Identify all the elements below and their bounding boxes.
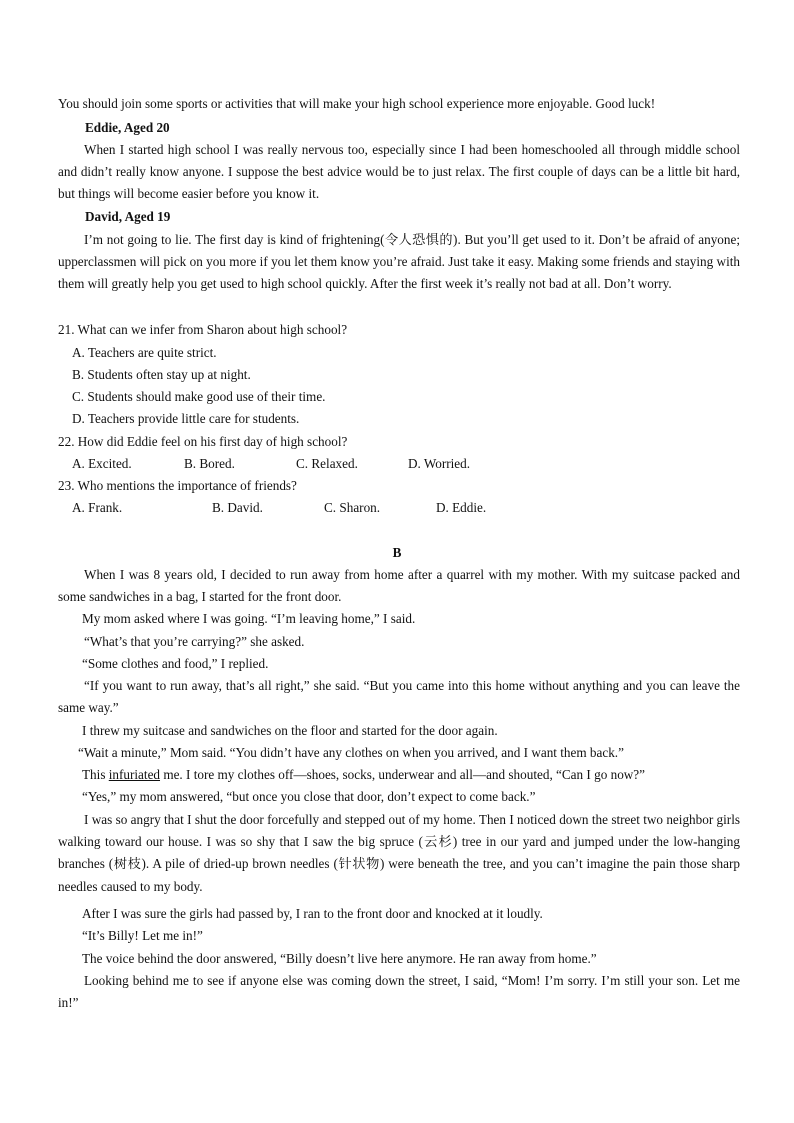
question-21-option-d: D. Teachers provide little care for students. [72, 411, 300, 426]
david-heading: David, Aged 19 [85, 209, 171, 224]
story-paragraph-8 [82, 764, 645, 786]
story-paragraph-13: The voice behind the door answered, “Billy doesn’t live here anymore. He ran away from home.” [82, 951, 597, 966]
story-paragraph-9: “Yes,” my mom answered, “but once you close that door, don’t expect to come back.” [82, 789, 536, 804]
eddie-heading: Eddie, Aged 20 [85, 120, 170, 135]
story-paragraph-5: “If you want to run away, that’s all right,” she said. “But you came into this home without anything and you can leave the same way.” [58, 678, 740, 716]
story-paragraph-6: I threw my suitcase and sandwiches on the floor and started for the door again. [82, 723, 498, 738]
question-22-option-b: B. Bored. [184, 456, 235, 471]
question-23-stem: 23. Who mentions the importance of friends? [58, 478, 297, 493]
story-paragraph-1: When I was 8 years old, I decided to run away from home after a quarrel with my mother. With my suitcase packed and some sandwiches in a bag, I started for the front door. [58, 567, 740, 605]
question-23-option-b: B. David. [212, 500, 263, 515]
question-22-option-a: A. Excited. [72, 456, 132, 471]
question-23-option-c: C. Sharon. [324, 500, 381, 515]
underlined-word: infuriated [108, 767, 161, 782]
story-paragraph-10: I was so angry that I shut the door forcefully and stepped out of my home. Then I noticed down the street two neighbor girls walking toward our house. I was so shy that I saw the big spruce (云杉) tree in our yard and jumped under the low-hanging branches (树枝). A pile of dried-up brown needles (针状物) were beneath the tree, and you can’t imagine the pain those sharp needles caused to my body. [58, 812, 740, 894]
question-22-option-c: C. Relaxed. [296, 456, 358, 471]
eddie-paragraph: When I started high school I was really nervous too, especially since I had been homeschooled all through middle school and didn’t really know anyone. I suppose the best advice would be to just relax. The first couple of days can be a little bit hard, but things will become easier before you know it. [58, 142, 740, 202]
question-23-option-d: D. Eddie. [436, 500, 487, 515]
david-paragraph: I’m not going to lie. The first day is kind of frightening(令人恐惧的). But you’ll get used to it. Don’t be afraid of anyone; upperclassmen will pick on you more if you let them know you’re afraid. Just take it easy. Making some friends and staying with them will greatly help you get used to high school quickly. After the first week it’s really not bad at all. Don’t worry. [58, 232, 740, 292]
story-paragraph-12: “It’s Billy! Let me in!” [82, 928, 203, 943]
story-paragraph-4: “Some clothes and food,” I replied. [82, 656, 269, 671]
story-paragraph-7: “Wait a minute,” Mom said. “You didn’t have any clothes on when you arrived, and I want them back.” [78, 745, 624, 760]
question-22-stem: 22. How did Eddie feel on his first day of high school? [58, 434, 348, 449]
question-21-option-c: C. Students should make good use of their time. [72, 389, 326, 404]
question-23-option-a: A. Frank. [72, 500, 123, 515]
question-22-option-d: D. Worried. [408, 456, 471, 471]
story-paragraph-14: Looking behind me to see if anyone else was coming down the street, I said, “Mom! I’m sorry. I’m still your son. Let me in!” [58, 973, 740, 1011]
story-paragraph-8-rest: me. I tore my clothes off—shoes, socks, underwear and all—and shouted, “Can I go now?” [160, 767, 646, 782]
question-21-option-b: B. Students often stay up at night. [72, 367, 251, 382]
section-b-heading: B [392, 545, 402, 560]
story-paragraph-3: “What’s that you’re carrying?” she asked. [84, 634, 305, 649]
sharon-closing-line: You should join some sports or activities that will make your high school experience more enjoyable. Good luck! [58, 96, 656, 111]
story-paragraph-11: After I was sure the girls had passed by, I ran to the front door and knocked at it loudly. [82, 906, 543, 921]
question-21-option-a: A. Teachers are quite strict. [72, 345, 217, 360]
question-21-stem: 21. What can we infer from Sharon about high school? [58, 322, 348, 337]
story-paragraph-2: My mom asked where I was going. “I’m leaving home,” I said. [82, 611, 416, 626]
story-paragraph-8-start: This [82, 767, 109, 782]
